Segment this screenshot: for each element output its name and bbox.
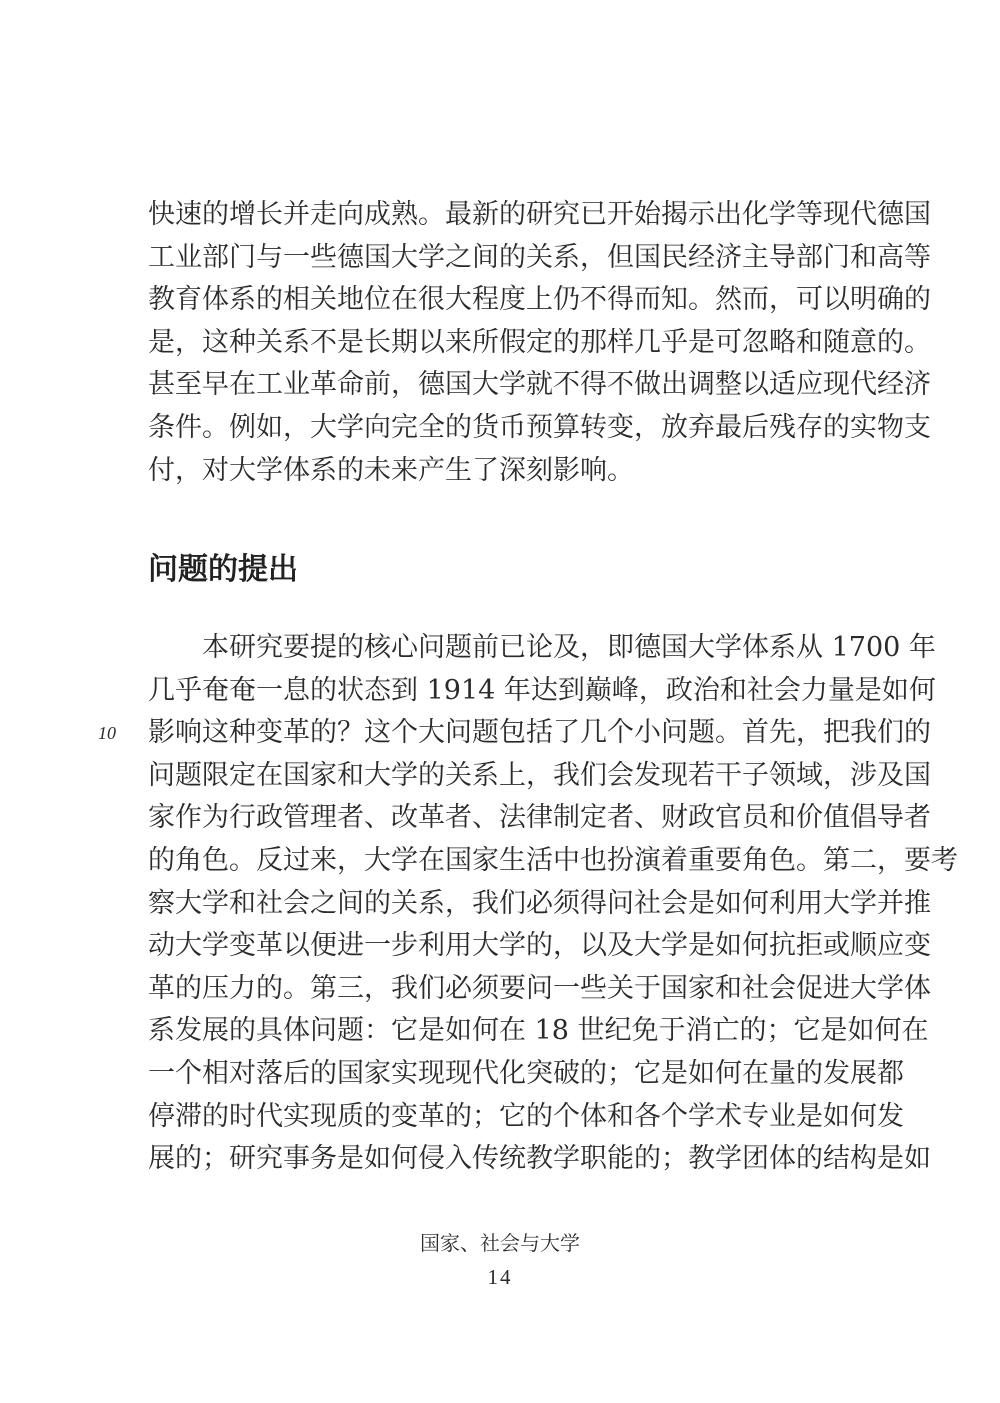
text-line: 是，这种关系不是长期以来所假定的那样几乎是可忽略和随意的。 — [148, 326, 931, 358]
text-line: 一个相对落后的国家实现现代化突破的；它是如何在量的发展都 — [148, 1057, 904, 1089]
text-line: 教育体系的相关地位在很大程度上仍不得而知。然而，可以明确的 — [148, 284, 931, 316]
text-line: 影响这种变革的？这个大问题包括了几个小问题。首先，把我们的 — [148, 717, 931, 749]
text-line: 付，对大学体系的未来产生了深刻影响。 — [148, 454, 634, 486]
text-line: 家作为行政管理者、改革者、法律制定者、财政官员和价值倡导者 — [148, 802, 931, 834]
text-line: 展的；研究事务是如何侵入传统教学职能的；教学团体的结构是如 — [148, 1143, 931, 1175]
line-number: 10 — [98, 723, 116, 743]
text-line: 革的压力的。第三，我们必须要问一些关于国家和社会促进大学体 — [148, 972, 931, 1004]
text-line: 条件。例如，大学向完全的货币预算转变，放弃最后残存的实物支 — [148, 411, 931, 443]
text-line: 动大学变革以便进一步利用大学的，以及大学是如何抗拒或顺应变 — [148, 930, 931, 962]
running-footer: 国家、社会与大学 — [420, 1231, 580, 1255]
text-line: 问题限定在国家和大学的关系上，我们会发现若干子领域，涉及国 — [148, 759, 931, 791]
paragraph-1 — [148, 194, 931, 492]
section-heading: 问题的提出 — [148, 552, 298, 587]
text-line: 察大学和社会之间的关系，我们必须得问社会是如何利用大学并推 — [148, 887, 931, 919]
text-line: 甚至早在工业革命前，德国大学就不得不做出调整以适应现代经济 — [148, 369, 931, 401]
text-line: 停滞的时代实现质的变革的；它的个体和各个学术专业是如何发 — [148, 1100, 904, 1132]
text-line: 的角色。反过来，大学在国家生活中也扮演着重要角色。第二，要考 — [148, 844, 958, 876]
text-line: 几乎奄奄一息的状态到 1914 年达到巅峰，政治和社会力量是如何 — [148, 674, 936, 706]
text-line: 工业部门与一些德国大学之间的关系，但国民经济主导部门和高等 — [148, 241, 931, 273]
text-line: 系发展的具体问题：它是如何在 18 世纪免于消亡的；它是如何在 — [148, 1015, 929, 1047]
page-number: 14 — [487, 1265, 513, 1289]
text-line: 本研究要提的核心问题前已论及，即德国大学体系从 1700 年 — [202, 632, 936, 663]
paragraph-2 — [148, 627, 958, 1181]
text-line: 快速的增长并走向成熟。最新的研究已开始揭示出化学等现代德国 — [148, 199, 931, 230]
